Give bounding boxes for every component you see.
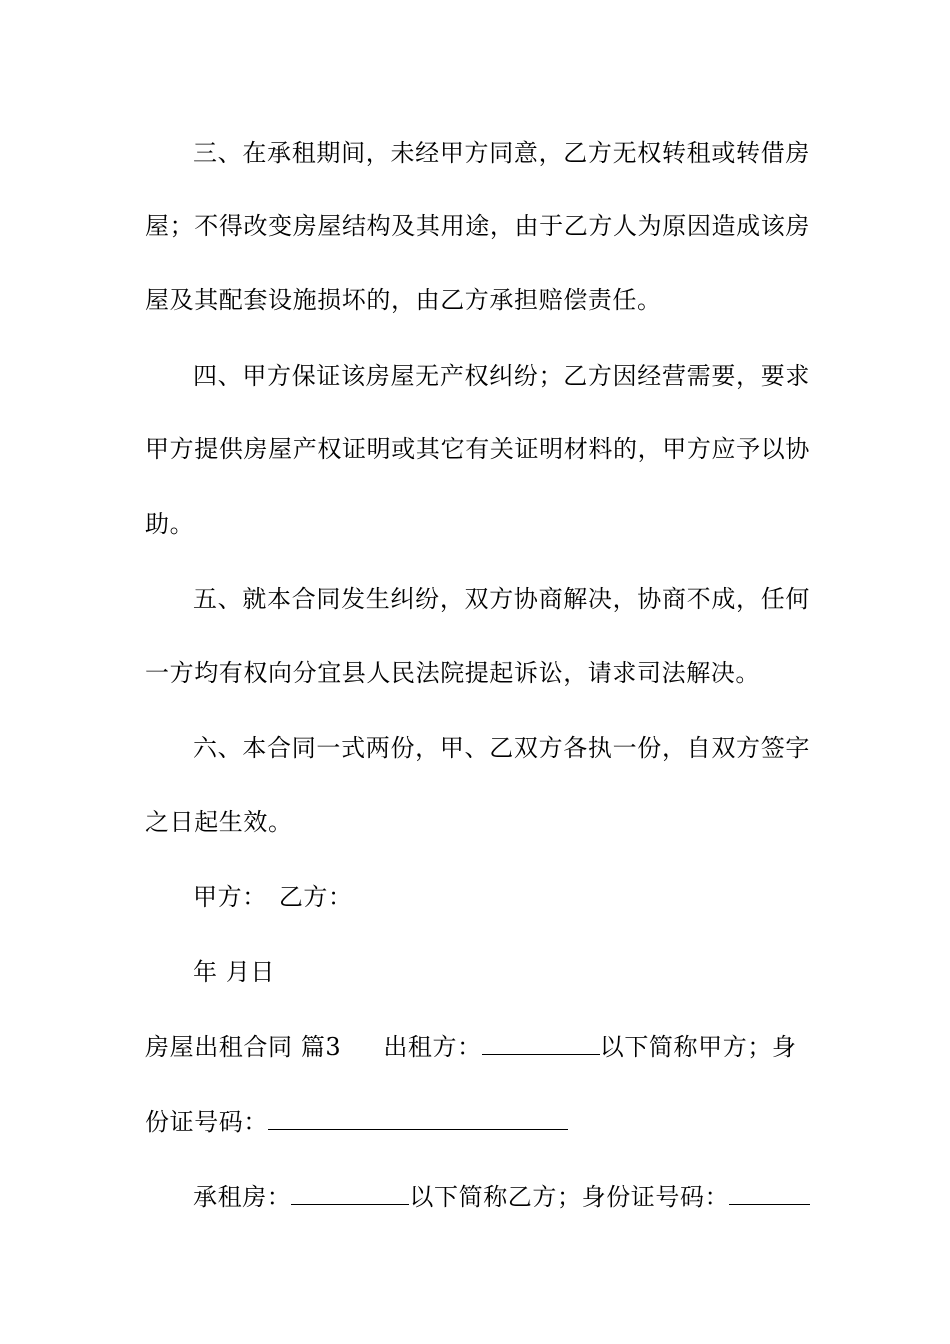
clause-3-line-2: 屋；不得改变房屋结构及其用途，由于乙方人为原因造成该房 <box>145 212 810 240</box>
lessee-name-blank[interactable] <box>291 1182 409 1205</box>
signature-line <box>193 881 810 913</box>
clause-4-line-1: 四、甲方保证该房屋无产权纠纷；乙方因经营需要，要求 <box>193 362 810 390</box>
lessee-suffix: 以下简称乙方；身份证号码： <box>409 1183 730 1211</box>
id-number-label: 份证号码： <box>145 1108 268 1136</box>
clause-3-line-1: 三、在承租期间，未经甲方同意，乙方无权转租或转借房 <box>193 139 810 167</box>
clause-5-line-2: 一方均有权向分宜县人民法院提起诉讼，请求司法解决。 <box>145 659 760 687</box>
date-line: 年 月日 <box>193 958 276 986</box>
clause-4-line-2: 甲方提供房屋产权证明或其它有关证明材料的，甲方应予以协 <box>145 435 810 463</box>
clause-4-line-3: 助。 <box>145 510 195 538</box>
party-a-label: 甲方： <box>193 883 267 911</box>
lessor-name-blank[interactable] <box>482 1032 600 1055</box>
lessee-id-blank[interactable] <box>729 1182 810 1205</box>
id-number-line <box>145 1106 810 1138</box>
clause-6-line-2: 之日起生效。 <box>145 808 293 836</box>
party-b-label: 乙方： <box>278 883 353 911</box>
lessee-label: 承租房： <box>193 1183 292 1211</box>
lessor-id-blank[interactable] <box>268 1107 568 1130</box>
clause-3-line-3: 屋及其配套设施损坏的，由乙方承担赔偿责任。 <box>145 286 662 314</box>
clause-6-line-1: 六、本合同一式两份，甲、乙双方各执一份，自双方签字 <box>193 734 810 762</box>
lessee-line <box>193 1181 810 1213</box>
section-3-heading: 房屋出租合同 篇3 <box>145 1033 342 1061</box>
lessor-label: 出租方： <box>383 1033 482 1061</box>
clause-5-line-1: 五、就本合同发生纠纷，双方协商解决，协商不成，任何 <box>193 585 810 613</box>
lessor-suffix: 以下简称甲方；身 <box>599 1033 797 1061</box>
section-3-first-line <box>145 1031 810 1063</box>
